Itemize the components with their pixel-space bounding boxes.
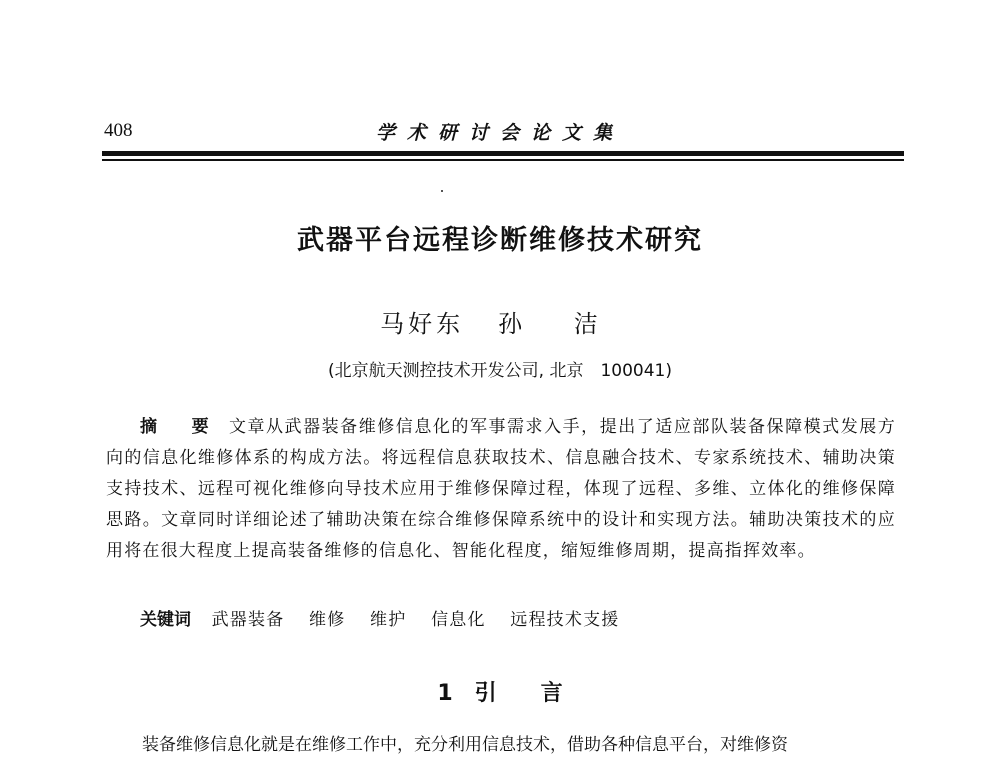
header-rule-thick (102, 151, 904, 156)
scan-speck (441, 190, 443, 192)
author-list (100, 304, 900, 339)
paper-title: 武器平台远程诊断维修技术研究 (297, 225, 703, 256)
keyword: 信息化 (431, 610, 486, 630)
abstract-label: 摘 要 (140, 417, 223, 437)
body-paragraph: 装备维修信息化就是在维修工作中，充分利用信息技术，借助各种信息平台，对维修资 (142, 735, 788, 755)
section-title: 引言 (474, 681, 607, 706)
author-name: 马好东 (380, 310, 465, 338)
abstract-text: 文章从武器装备维修信息化的军事需求入手，提出了适应部队装备保障模式发展方向的信息化维修体系的构成方法。将远程信息获取技术、信息融合技术、专家系统技术、辅助决策支持技术、远程可视化维修向导技术应用于维修保障过程，体现了远程、多维、立体化的维修保障思路。文章同时详细论述了辅助决策在综合维修保障系统中的设计和实现方法。辅助决策技术的应用将在很大程度上提高装备维修的信息化、智能化程度，缩短维修周期，提高指挥效率。 (106, 417, 896, 561)
abstract (106, 412, 896, 567)
author-affiliation: (北京航天测控技术开发公司, 北京 100041) (328, 361, 672, 381)
section-number: 1 (437, 681, 453, 706)
keyword: 武器装备 (211, 610, 285, 630)
keyword: 维护 (370, 610, 407, 630)
section-heading (100, 676, 900, 707)
keyword: 远程技术支援 (510, 610, 620, 630)
keywords-label: 关键词 (140, 610, 191, 630)
keyword: 维修 (309, 610, 346, 630)
header-rule-thin (102, 159, 904, 161)
keywords (140, 606, 900, 634)
running-header-title: 学术研讨会论文集 (375, 122, 624, 144)
page-number: 408 (104, 120, 133, 141)
author-name: 孙 洁 (498, 310, 620, 338)
